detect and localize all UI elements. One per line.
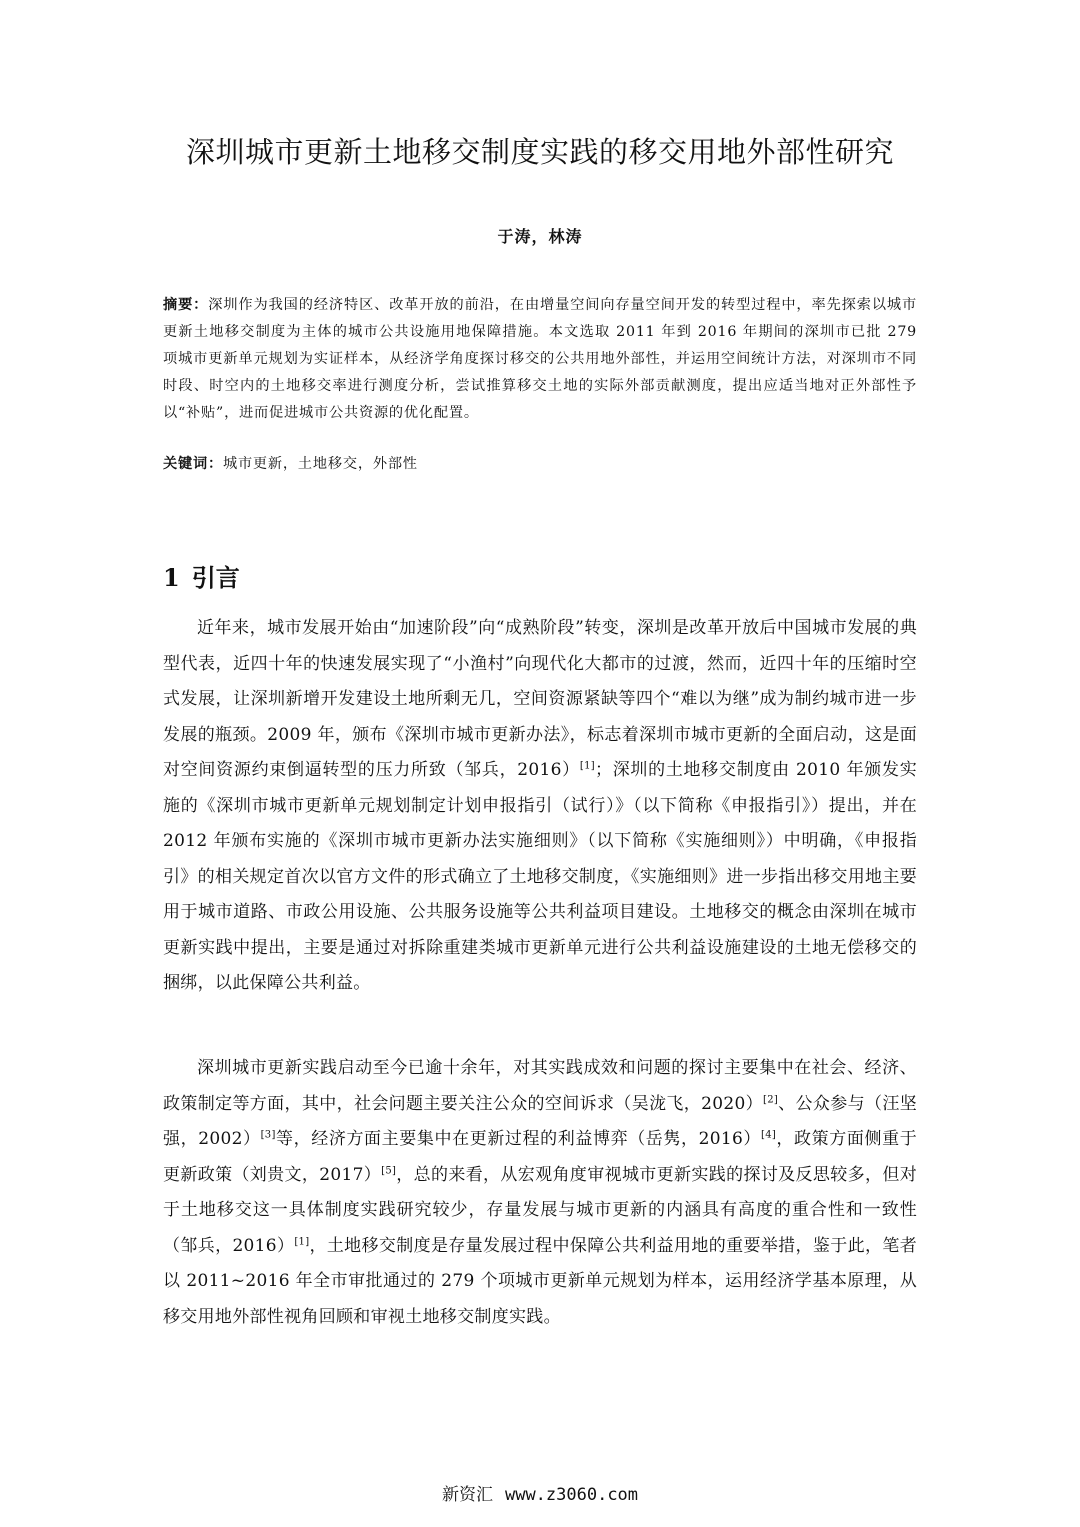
paragraph-text: ；深圳的土地移交制度由 2010 年颁发实施的《深圳市城市更新单元规划制定计划申报指引（试行）》（以下简称《申报指引》）提出，并在 2012 年颁布实施的《深圳市城市更新办法实施细则》（以下简称《实施细则》）中明确，《申报指引》的相关规定首次以官方文件的形式确立了土地移交制度，《实施细则》进一步指出移交用地主要用于城市道路、市政公用设施、公共服务设施等公共利益项目建设。土地移交的概念由深圳在城市更新实践中提出，主要是通过对拆除重建类城市更新单元进行公共利益设施建设的土地无偿移交的捆绑，以此保障公共利益。 [163, 760, 917, 993]
paragraph-text: 、公众参与（汪坚强，2002） [163, 1093, 918, 1149]
keywords-label: 关键词： [163, 456, 223, 472]
page-footer [0, 1480, 1080, 1505]
keywords [163, 451, 917, 478]
body-paragraph [163, 611, 917, 1002]
paragraph-text: 深圳城市更新实践启动至今已逾十余年，对其实践成效和问题的探讨主要集中在社会、经济、政策制定等方面，其中，社会问题主要关注公众的空间诉求（吴泷飞，2020） [163, 1058, 917, 1114]
citation-ref[interactable]: [3] [260, 1129, 276, 1141]
paragraph-text: ，总的来看，从宏观角度审视城市更新实践的探讨及反思较多，但对于土地移交这一具体制度实践研究较少，存量发展与城市更新的内涵具有高度的重合性和一致性（邹兵，2016） [163, 1164, 917, 1256]
footer-brand: 新资汇 [441, 1485, 493, 1505]
keywords-text: 城市更新，土地移交，外部性 [222, 456, 418, 472]
paragraph-text: 近年来，城市发展开始由“加速阶段”向“成熟阶段”转变，深圳是改革开放后中国城市发展的典型代表，近四十年的快速发展实现了“小渔村”向现代化大都市的过渡，然而，近四十年的压缩时空式发展，让深圳新增开发建设土地所剩无几，空间资源紧缺等四个“难以为继”成为制约城市进一步发展的瓶颈。2009 年，颁布《深圳市城市更新办法》，标志着深圳市城市更新的全面启动，这是面对空间资源约束倒逼转型的压力所致（邹兵，2016） [163, 618, 917, 780]
paper-title: 深圳城市更新土地移交制度实践的移交用地外部性研究 [185, 135, 894, 169]
citation-ref[interactable]: [4] [761, 1129, 777, 1141]
paragraph-text: ，政策方面侧重于更新政策（刘贵文，2017） [163, 1129, 917, 1185]
section-number: 1 [163, 563, 180, 592]
section-heading [163, 558, 240, 593]
citation-ref[interactable]: [2] [763, 1093, 779, 1105]
citation-ref[interactable]: [5] [381, 1164, 397, 1176]
body-paragraph [163, 1051, 917, 1335]
author-list: 于涛，林涛 [497, 227, 583, 246]
citation-ref[interactable]: [1] [579, 760, 595, 772]
abstract-text: 深圳作为我国的经济特区、改革开放的前沿，在由增量空间向存量空间开发的转型过程中，率先探索以城市更新土地移交制度为主体的城市公共设施用地保障措施。本文选取 2011 年到 2016 年期间的深圳市已批 279 项城市更新单元规划为实证样本，从经济学角度探讨移交的公共用地外部性，并运用空间统计方法，对深圳市不同时段、时空内的土地移交率进行测度分析，尝试推算移交土地的实际外部贡献测度，提出应适当地对正外部性予以“补贴”，进而促进城市公共资源的优化配置。 [163, 297, 917, 421]
paragraph-text: ，土地移交制度是存量发展过程中保障公共利益用地的重要举措，鉴于此，笔者以 2011~2016 年全市审批通过的 279 个项城市更新单元规划为样本，运用经济学基本原理，从移交用地外部性视角回顾和审视土地移交制度实践。 [163, 1235, 917, 1327]
section-title: 引言 [191, 563, 240, 592]
abstract [163, 292, 917, 427]
abstract-label: 摘要： [163, 297, 209, 313]
citation-ref[interactable]: [1] [294, 1235, 310, 1247]
paragraph-text: 等，经济方面主要集中在更新过程的利益博弈（岳隽，2016） [275, 1129, 762, 1149]
footer-site-link[interactable]: www.z3060.com [504, 1485, 639, 1505]
